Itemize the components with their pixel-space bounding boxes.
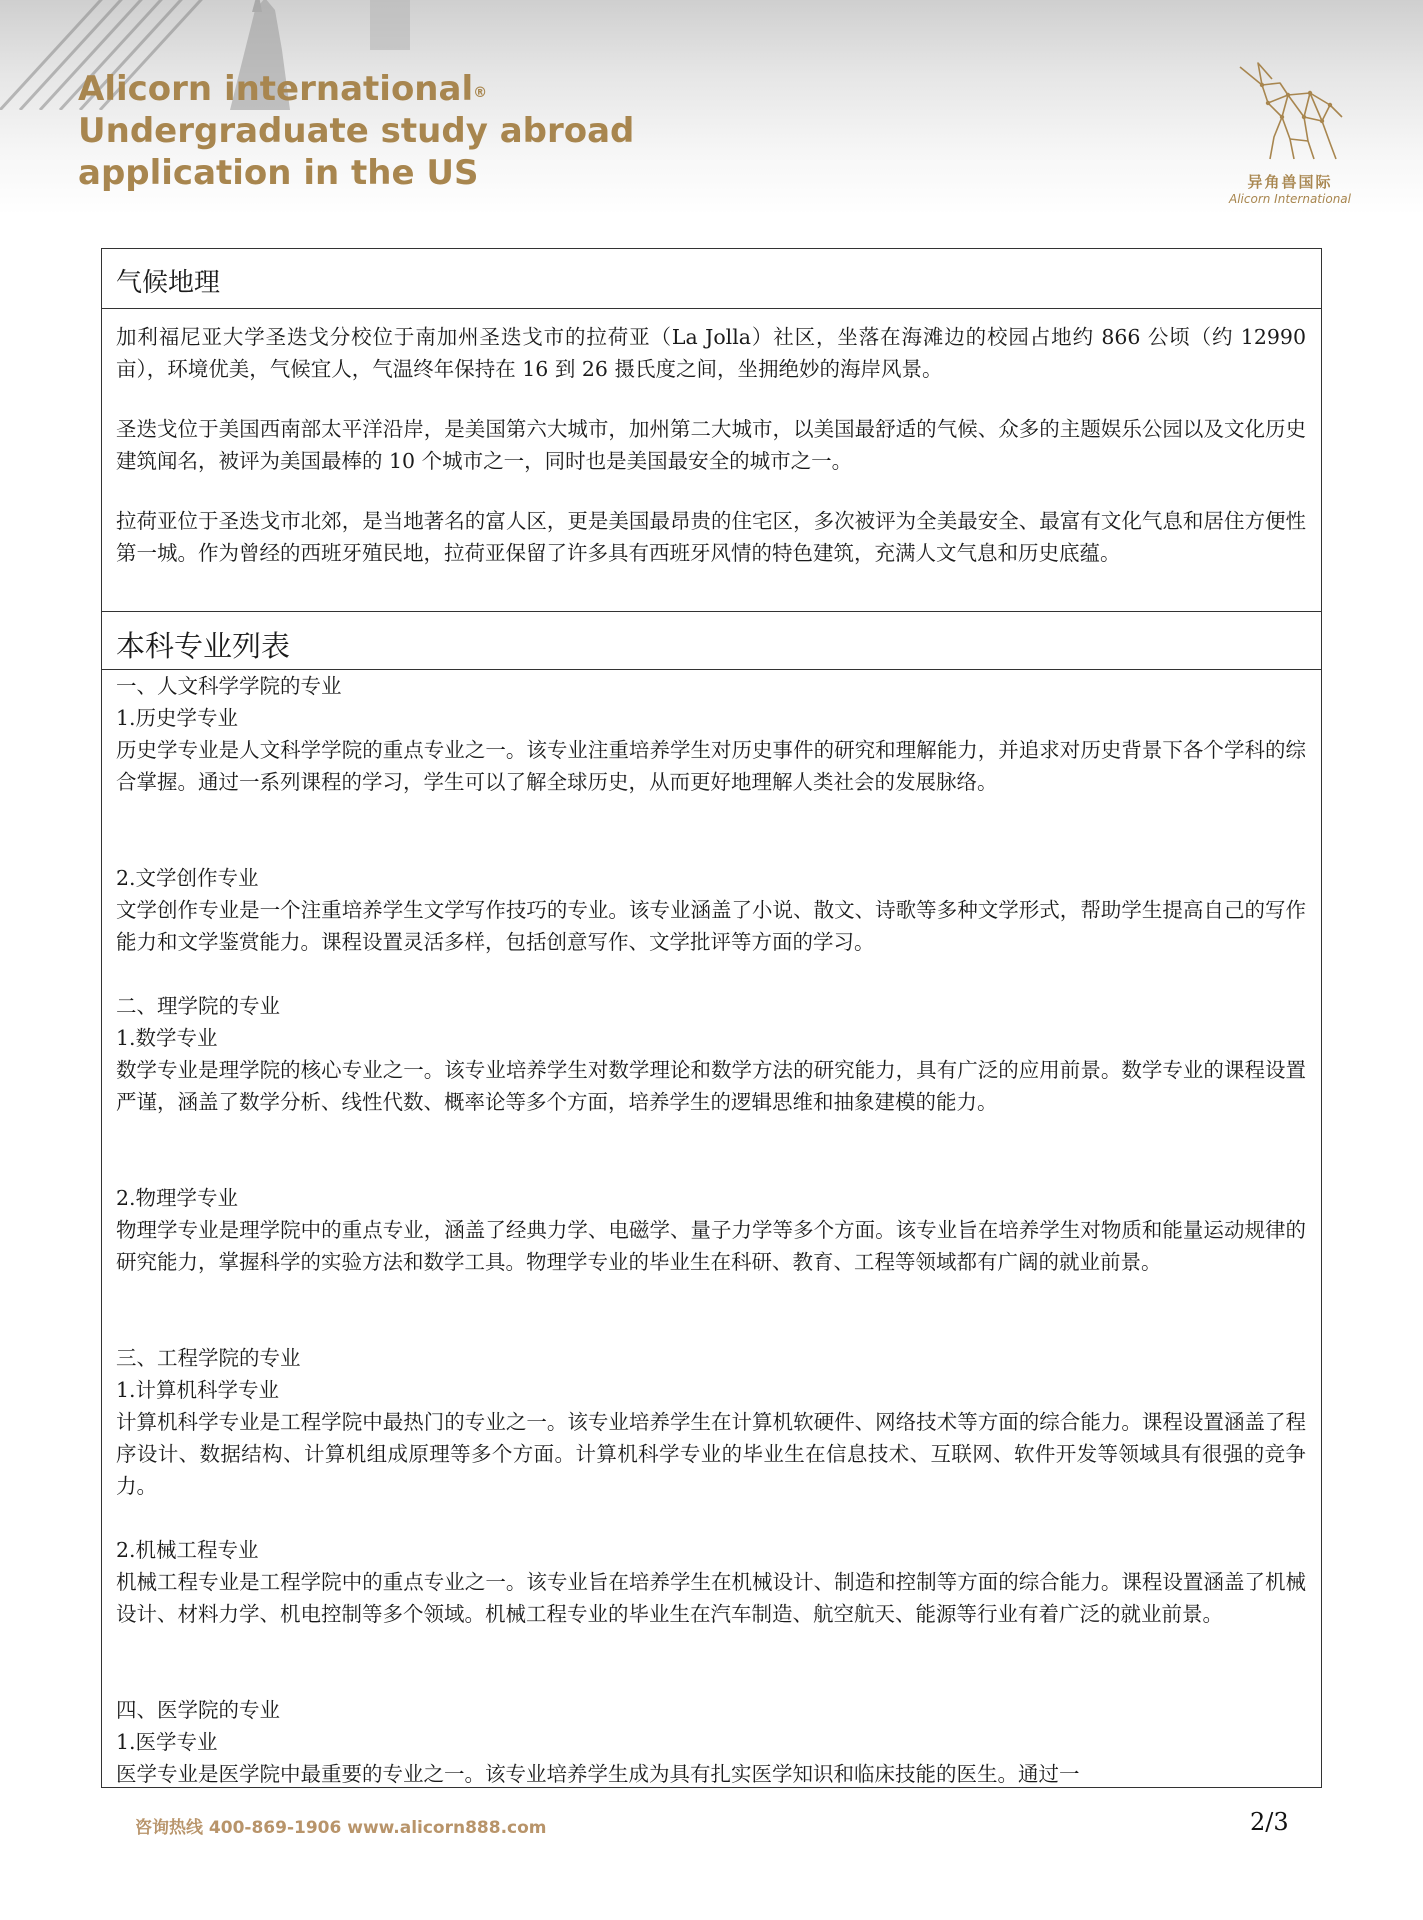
alicorn-logo — [1215, 55, 1365, 205]
registered-mark: ® — [473, 85, 488, 101]
major-description: 计算机科学专业是工程学院中最热门的专业之一。该专业培养学生在计算机软硬件、网络技术等方面的综合能力。课程设置涵盖了程序设计、数据结构、计算机组成原理等多个方面。计算机科学专业的毕业生在信息技术、互联网、软件开发等领域具有很强的竞争力。 — [116, 1410, 1306, 1498]
section-climate-body — [102, 309, 1321, 612]
major-description: 医学专业是医学院中最重要的专业之一。该专业培养学生成为具有扎实医学知识和临床技能的医生。通过一 — [116, 1762, 1080, 1786]
section-climate-title: 气候地理 — [116, 268, 221, 298]
college-heading: 三、工程学院的专业 — [116, 1346, 301, 1370]
college-heading: 四、医学院的专业 — [116, 1698, 280, 1722]
logo-chinese-name: 异角兽国际 — [1247, 173, 1333, 191]
college-heading: 一、人文科学学院的专业 — [116, 674, 342, 698]
section-majors-title: 本科专业列表 — [116, 629, 291, 663]
major-title: 1.数学专业 — [116, 1026, 218, 1050]
brand-line-3: application in the US — [78, 153, 479, 193]
unicorn-icon — [1230, 55, 1350, 165]
section-majors-body — [102, 670, 1321, 1787]
section-majors-header — [102, 612, 1321, 670]
content-table — [101, 248, 1322, 1788]
climate-paragraph-2: 圣迭戈位于美国西南部太平洋沿岸，是美国第六大城市，加州第二大城市，以美国最舒适的气候、众多的主题娱乐公园以及文化历史建筑闻名，被评为美国最棒的 10 个城市之一，同时也是美国最安全的城市之一。 — [116, 417, 1306, 473]
major-title: 2.机械工程专业 — [116, 1538, 259, 1562]
footer-contact: 咨询热线 400-869-1906 www.alicorn888.com — [135, 1818, 547, 1838]
major-title: 1.医学专业 — [116, 1730, 218, 1754]
section-climate-header — [102, 249, 1321, 309]
major-title: 1.计算机科学专业 — [116, 1378, 280, 1402]
major-title: 2.物理学专业 — [116, 1186, 239, 1210]
header-banner — [0, 0, 1423, 215]
logo-english-name: Alicorn International — [1229, 192, 1351, 206]
major-title: 2.文学创作专业 — [116, 866, 259, 890]
brand-title — [78, 68, 634, 194]
major-title: 1.历史学专业 — [116, 706, 239, 730]
brand-line-2: Undergraduate study abroad — [78, 111, 635, 151]
major-description: 机械工程专业是工程学院中的重点专业之一。该专业旨在培养学生在机械设计、制造和控制等方面的综合能力。课程设置涵盖了机械设计、材料力学、机电控制等多个领域。机械工程专业的毕业生在汽车制造、航空航天、能源等行业有着广泛的就业前景。 — [116, 1570, 1306, 1626]
major-description: 物理学专业是理学院中的重点专业，涵盖了经典力学、电磁学、量子力学等多个方面。该专业旨在培养学生对物质和能量运动规律的研究能力，掌握科学的实验方法和数学工具。物理学专业的毕业生在科研、教育、工程等领域都有广阔的就业前景。 — [116, 1218, 1306, 1274]
major-description: 数学专业是理学院的核心专业之一。该专业培养学生对数学理论和数学方法的研究能力，具有广泛的应用前景。数学专业的课程设置严谨，涵盖了数学分析、线性代数、概率论等多个方面，培养学生的逻辑思维和抽象建模的能力。 — [116, 1058, 1306, 1114]
climate-paragraph-3: 拉荷亚位于圣迭戈市北郊，是当地著名的富人区，更是美国最昂贵的住宅区，多次被评为全美最安全、最富有文化气息和居住方便性第一城。作为曾经的西班牙殖民地，拉荷亚保留了许多具有西班牙风情的特色建筑，充满人文气息和历史底蕴。 — [116, 509, 1306, 565]
page-number: 2/3 — [1250, 1808, 1289, 1836]
college-heading: 二、理学院的专业 — [116, 994, 280, 1018]
climate-paragraph-1: 加利福尼亚大学圣迭戈分校位于南加州圣迭戈市的拉荷亚（La Jolla）社区，坐落在海滩边的校园占地约 866 公顷（约 12990 亩），环境优美，气候宜人，气温终年保持在 16 到 26 摄氏度之间，坐拥绝妙的海岸风景。 — [116, 325, 1306, 381]
major-description: 文学创作专业是一个注重培养学生文学写作技巧的专业。该专业涵盖了小说、散文、诗歌等多种文学形式，帮助学生提高自己的写作能力和文学鉴赏能力。课程设置灵活多样，包括创意写作、文学批评等方面的学习。 — [116, 898, 1306, 954]
brand-line-1: Alicorn international — [78, 69, 474, 109]
major-description: 历史学专业是人文科学学院的重点专业之一。该专业注重培养学生对历史事件的研究和理解能力，并追求对历史背景下各个学科的综合掌握。通过一系列课程的学习，学生可以了解全球历史，从而更好地理解人类社会的发展脉络。 — [116, 738, 1306, 794]
